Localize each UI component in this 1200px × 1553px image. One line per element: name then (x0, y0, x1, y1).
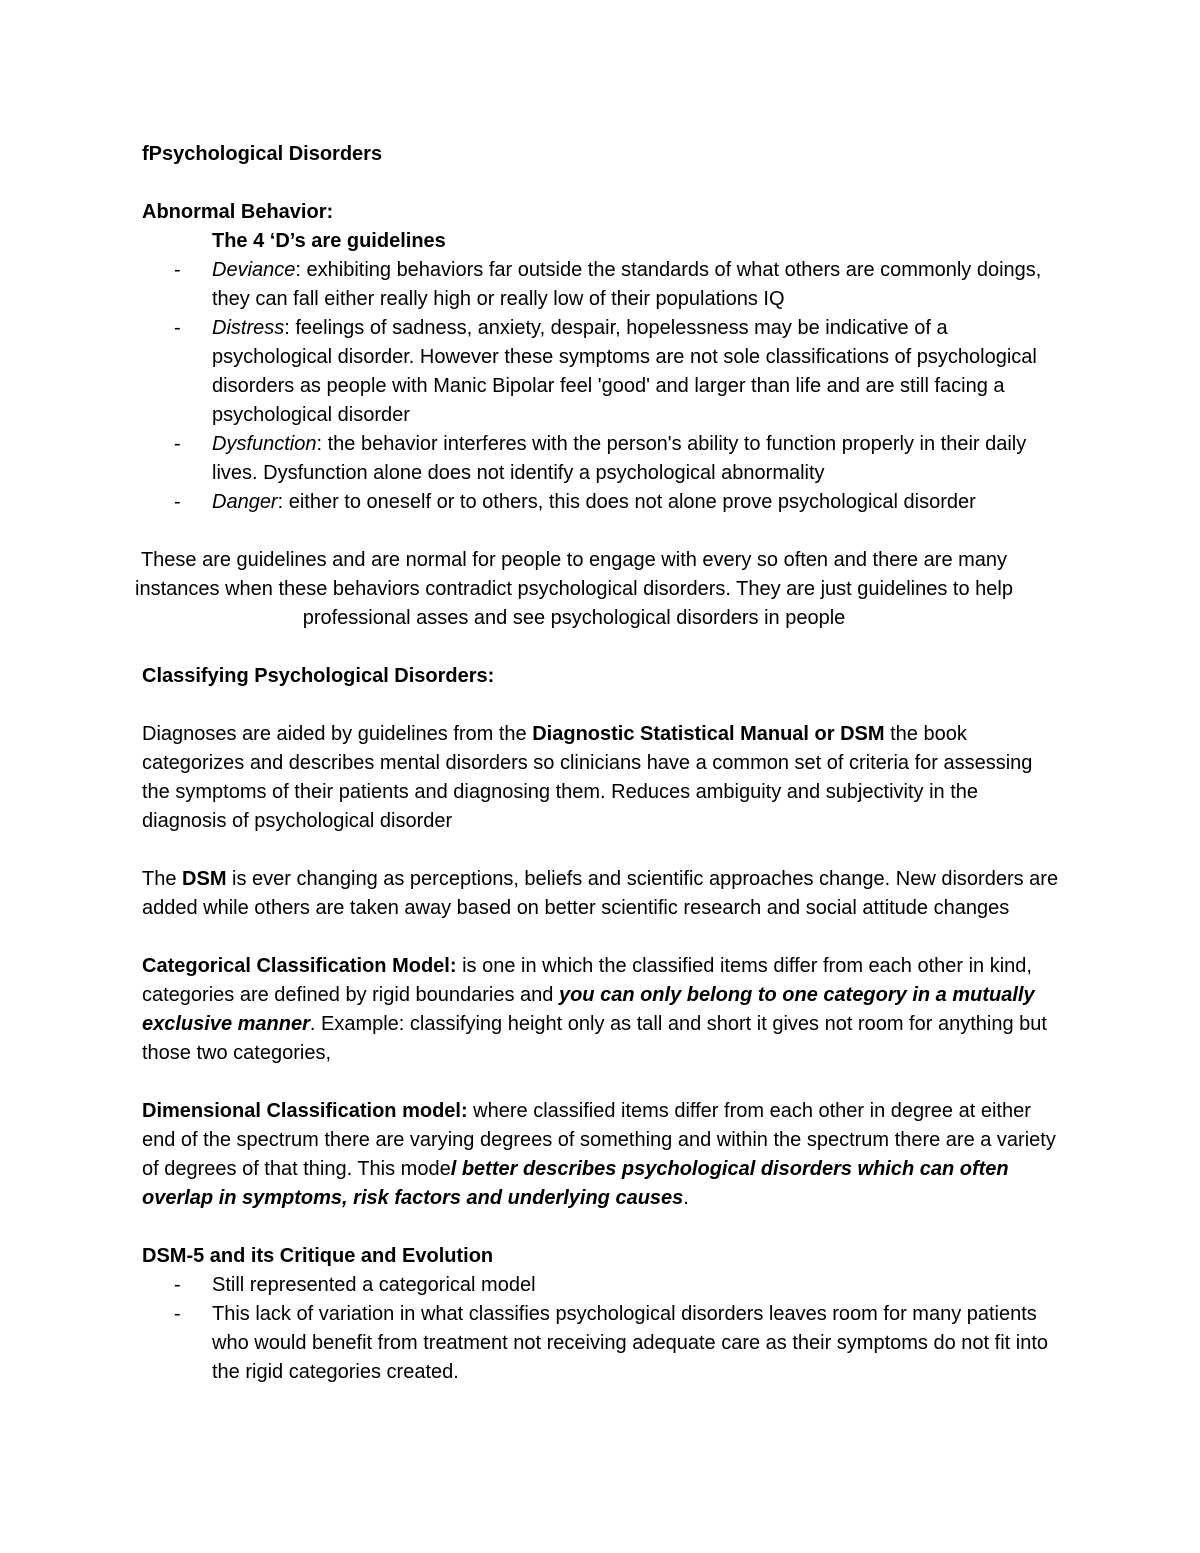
list-item (142, 488, 1062, 517)
dimensional-label: Dimensional Classification model: (142, 1100, 468, 1122)
list-item (142, 1271, 1062, 1300)
list-item (142, 314, 1062, 430)
deviance-text: : exhibiting behaviors far outside the standards of what others are commonly doings, they can fall either really high or really low of their populations IQ (212, 259, 1042, 310)
dimensional-text-2: . (683, 1187, 689, 1209)
guidelines-note: These are guidelines and are normal for people to engage with every so often and there are many instances when these behaviors contradict psychological disorders. They are just guidelines to help professional asses and see psychological disorders in people (135, 549, 1013, 629)
dash-bullet: - (174, 259, 181, 281)
danger-text: : either to oneself or to others, this does not alone prove psychological disorder (277, 491, 976, 513)
dash-bullet: - (174, 433, 181, 455)
list-item (142, 1300, 1062, 1387)
categorical-label: Categorical Classification Model: (142, 955, 457, 977)
distress-text: : feelings of sadness, anxiety, despair, hopelessness may be indicative of a psychological disorder. However these symptoms are not sole classifications of psychological disorders as people with Manic Bipolar feel 'good' and larger than life and are still facing a psychological disorder (212, 317, 1037, 426)
abnormal-behavior-heading: Abnormal Behavior: (142, 201, 334, 223)
dimensional-paragraph (142, 1097, 1062, 1213)
categorical-text-2: . Example: classifying height only as tall and short it gives not room for anything but those two categories, (142, 1013, 1047, 1064)
dsm5-item-text: This lack of variation in what classifies psychological disorders leaves room for many patients who would benefit from treatment not receiving adequate care as their symptoms do not fit into the rigid categories created. (212, 1303, 1048, 1383)
term-deviance: Deviance (212, 259, 296, 281)
list-item (142, 430, 1062, 488)
term-dysfunction: Dysfunction (212, 433, 317, 455)
dsm5-item-text: Still represented a categorical model (212, 1274, 536, 1296)
four-ds-list (142, 256, 1062, 517)
dash-bullet: - (174, 1303, 181, 1325)
document-body (135, 140, 1062, 1387)
dash-bullet: - (174, 317, 181, 339)
dsm-changing-text: The (142, 868, 183, 890)
dimensional-text: where classified items differ from each other in degree at either end of the spectrum there are varying degrees of something and within the spectrum there are a variety of degrees of that thing. This mode (142, 1100, 1056, 1180)
dsm5-list (142, 1271, 1062, 1387)
document-title: fPsychological Disorders (142, 143, 383, 165)
dsm-paragraph-text-2: the book categorizes and describes mental disorders so clinicians have a common set of criteria for assessing the symptoms of their patients and diagnosing them. Reduces ambiguity and subjectivity in the diagnosis of psychological disorder (142, 723, 1033, 832)
dsm-paragraph-text: Diagnoses are aided by guidelines from the (142, 723, 533, 745)
dsm-changing-paragraph (142, 865, 1062, 923)
dsm-changing-text-2: is ever changing as perceptions, beliefs and scientific approaches change. New disorders are added while others are taken away based on better scientific research and social attitude changes (142, 868, 1059, 919)
categorical-text: is one in which the classified items differ from each other in kind, categories are defined by rigid boundaries and (142, 955, 1032, 1006)
dysfunction-text: : the behavior interferes with the person's ability to function properly in their daily lives. Dysfunction alone does not identify a psychological abnormality (212, 433, 1027, 484)
classifying-heading: Classifying Psychological Disorders: (142, 665, 495, 687)
dsm-term: Diagnostic Statistical Manual or DSM (532, 723, 885, 745)
categorical-emphasis: you can only belong to one category in a mutually exclusive manner (142, 984, 1035, 1035)
dash-bullet: - (174, 1274, 181, 1296)
dsm-paragraph (142, 720, 1062, 836)
dsm5-heading: DSM-5 and its Critique and Evolution (142, 1245, 494, 1267)
list-item (142, 256, 1062, 314)
dimensional-emphasis: l better describes psychological disorders which can often overlap in symptoms, risk factors and underlying causes (142, 1158, 1009, 1209)
term-distress: Distress (212, 317, 285, 339)
four-ds-subheading: The 4 ‘D’s are guidelines (212, 230, 446, 252)
categorical-paragraph (142, 952, 1062, 1068)
dsm-abbrev: DSM (182, 868, 227, 890)
term-danger: Danger (212, 491, 278, 513)
dash-bullet: - (174, 491, 181, 513)
